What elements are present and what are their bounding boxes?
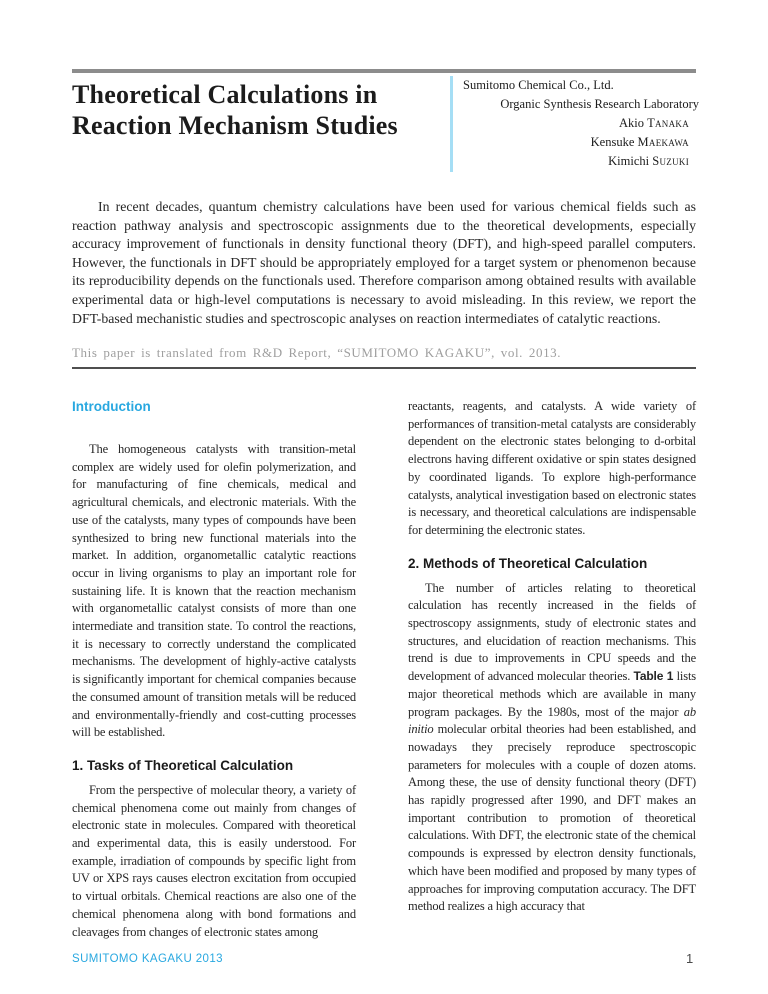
section2-paragraph xyxy=(408,580,696,916)
author-name-3 xyxy=(463,152,699,171)
paper-title-line2: Reaction Mechanism Studies xyxy=(72,111,398,140)
author-name-1 xyxy=(463,114,699,133)
author-block xyxy=(450,76,699,172)
section2-heading: 2. Methods of Theoretical Calculation xyxy=(408,555,648,571)
introduction-heading: Introduction xyxy=(72,399,151,414)
section2-text-c: molecular orbital theories had been established, and nowadays they precisely reproduce spectroscopic parameters for molecules with a couple of dozen atoms. Among these, the use of density functional theory (DFT) has rapidly progressed after 1990, and DFT makes an important contribution to promotion of theoretical calculations. With DFT, the electronic state of the chemical compounds is expressed by electron density functionals, which have been modified and proposed by many types of approaches for improving computation accuracy. The DFT method realizes a high accuracy that xyxy=(408,722,696,914)
left-column xyxy=(72,398,356,941)
abstract-paragraph: In recent decades, quantum chemistry calculations have been used for various chemical fields such as reaction pathway analysis and spectroscopic assignments due to the theoretical developments, especially accuracy improvement of functionals in density functional theory (DFT), and high-speed parallel computers. However, the functionals in DFT should be appropriately employed for a target system or phenomenon because its reproducibility depends on the functionals used. Therefore comparison among obtained results with available experimental data or high-level computations is necessary to avoid misleading. In this review, we report the DFT-based mechanistic studies and spectroscopic analyses on reaction intermediates of catalytic reactions. xyxy=(72,199,696,326)
affiliation-laboratory: Organic Synthesis Research Laboratory xyxy=(500,97,699,111)
introduction-paragraph: The homogeneous catalysts with transition-metal complex are widely used for olefin polymerization, and for manufacturing of fine chemicals, medical and agricultural chemicals, and electronic materials. With the use of the catalysts, many types of compounds have been synthesized to bring new functional materials into the market. In addition, organometallic catalytic reactions occur in living organisms to play an important role for sustaining life. It is known that the reaction mechanism with organometallic catalyst consists of more than one intermediate and transition state. To control the reactions, it is necessary to correctly understand the complicated mechanisms. The development of highly-active catalysts is significantly important for chemical companies because the consumed amount of transition metals will be reduced and environmentally-friendly and cost-cutting processes will be established. xyxy=(72,442,356,740)
footer-page-number: 1 xyxy=(686,951,694,966)
right-column xyxy=(408,398,696,941)
translation-note: This paper is translated from R&D Report, “SUMITOMO KAGAKU”, vol. 2013. xyxy=(72,345,562,360)
two-column-body xyxy=(72,398,696,941)
section2-text-a: The number of articles relating to theoretical calculation has recently increased in the fields of spectroscopy assignments, study of electronic states and structures, and elucidation of reaction mechanisms. This trend is due to improvements in CPU speeds and the development of advanced molecular theories. xyxy=(408,580,696,684)
paper-title-line1: Theoretical Calculations in xyxy=(72,80,378,109)
section2-text-b: lists major theoretical methods which are available in many program packages. By the 1980s, most of the major xyxy=(408,669,696,719)
continuation-paragraph: reactants, reagents, and catalysts. A wide variety of performances of transition-metal catalysts are considerably dependent on the electronic states belonging to d-orbital electrons having different oxidative or spin states designed by coordinated ligands. To explore high-performance catalysts, analytical investigation based on electronic states is necessary, and theoretical calculations are indispensable for determining the electronic states. xyxy=(408,399,696,537)
affiliation-company: Sumitomo Chemical Co., Ltd. xyxy=(463,78,614,92)
author-name-2 xyxy=(463,133,699,152)
footer-journal-label: SUMITOMO KAGAKU 2013 xyxy=(72,953,223,965)
section1-paragraph: From the perspective of molecular theory, a variety of chemical phenomena come out mainly from changes of electronic state in molecules. Compared with theoretical and experimental data, this is easily understood. For example, irradiation of compounds by specific light from UV or XPS rays causes electron excitation from occupied to virtual orbitals. Chemical reactions are also one of the chemical phenomena along with bond formations and cleavages from changes of electronic states among xyxy=(72,782,356,939)
ab-initio-italic: ab initio xyxy=(408,704,696,737)
table1-reference: Table 1 xyxy=(633,669,674,684)
author-given-2: Kensuke xyxy=(590,135,638,149)
author-family-3: Suzuki xyxy=(652,154,689,168)
header-rule xyxy=(72,69,696,73)
author-given-3: Kimichi xyxy=(608,154,653,168)
author-family-1: Tanaka xyxy=(647,116,689,130)
author-family-2: Maekawa xyxy=(637,135,689,149)
author-given-1: Akio xyxy=(618,116,648,130)
section-divider-rule xyxy=(72,367,696,369)
section1-heading: 1. Tasks of Theoretical Calculation xyxy=(72,757,294,773)
paper-title xyxy=(72,79,442,141)
